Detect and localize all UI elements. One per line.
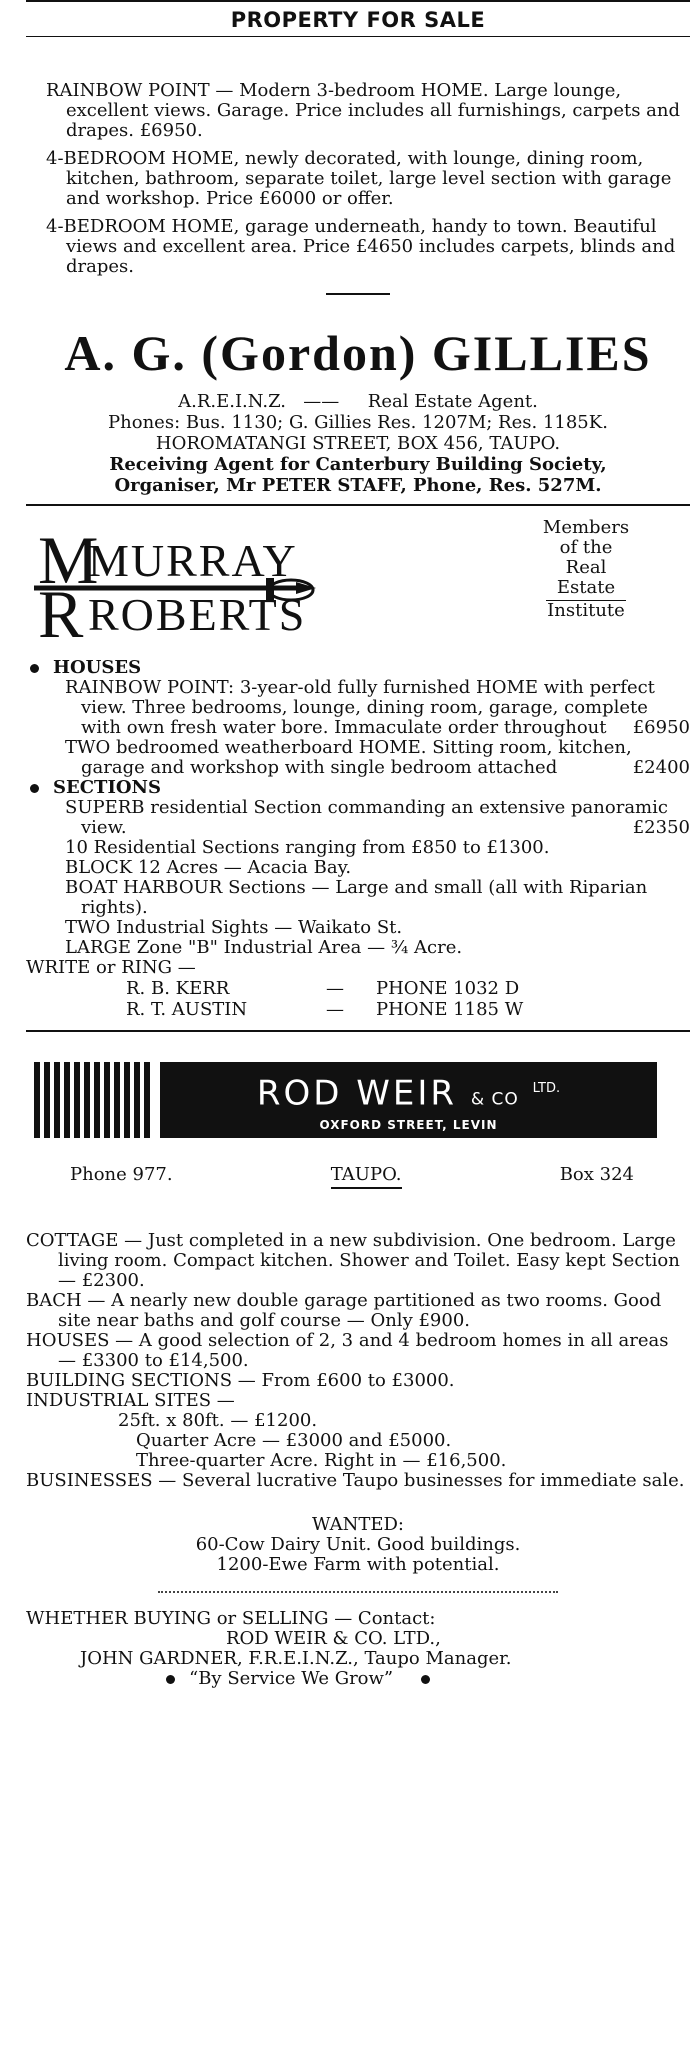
section-heading: PROPERTY FOR SALE (230, 8, 486, 32)
listing: 4-BEDROOM HOME, garage underneath, handy to town. Beautiful views and excellent area. Price £4650 includes carpets, blinds and drapes. (46, 216, 676, 277)
members-line: Institute (547, 600, 625, 621)
bullet-icon (166, 1675, 175, 1684)
contact-dash: — (326, 978, 344, 999)
industrial-site: 25ft. x 80ft. — £1200. (118, 1410, 318, 1431)
contact-phone: PHONE 1032 D (376, 978, 520, 999)
members-line: Members (542, 517, 630, 538)
agent-credentials (26, 391, 690, 412)
wanted-title: WANTED: (312, 1514, 404, 1535)
agent-name: A. G. (Gordon) GILLIES (64, 325, 652, 381)
rod-weir-contact-row (70, 1164, 634, 1189)
institute-members (526, 518, 646, 658)
listing-price: £2400 (632, 757, 690, 778)
listing: INDUSTRIAL SITES — (26, 1390, 235, 1411)
listing-text: RAINBOW POINT: 3-year-old fully furnished HOME with perfect view. Three bedrooms, lounge, dining room, garage, complete with own fresh water bore. Immaculate order throughout (65, 677, 655, 738)
write-ring: WRITE or RING — (26, 957, 196, 978)
members-line: Estate (556, 577, 616, 598)
listing-price: £6950 (632, 717, 690, 738)
listing: COTTAGE — Just completed in a new subdivision. One bedroom. Large living room. Compact kitchen. Shower and Toilet. Easy kept Section — £2300. (26, 1230, 680, 1291)
contact-grid (126, 978, 690, 1020)
town: TAUPO. (331, 1164, 402, 1189)
agent-organiser: Organiser, Mr PETER STAFF, Phone, Res. 527M. (114, 475, 602, 496)
company-name: ROD WEIR & CO $^{LTD.}$ (256, 1073, 561, 1114)
bullet-icon (30, 784, 39, 793)
wanted-item: 60-Cow Dairy Unit. Good buildings. (195, 1534, 521, 1555)
rod-weir-closing (26, 1609, 690, 1689)
members-line: Real (565, 557, 607, 578)
section-listing: BLOCK 12 Acres — Acacia Bay. (65, 857, 352, 878)
industrial-site: Quarter Acre — £3000 and £5000. (136, 1430, 452, 1451)
listing-text: SUPERB residential Section commanding an extensive panoramic view. (65, 797, 668, 838)
agent-role: Real Estate Agent. (367, 391, 538, 412)
section-listing: 10 Residential Sections ranging from £850 to £1300. (65, 837, 550, 858)
section-listing (26, 798, 690, 838)
listing: HOUSES — A good selection of 2, 3 and 4 bedroom homes in all areas — £3300 to £14,500. (26, 1330, 669, 1371)
listing-text: TWO bedroomed weatherboard HOME. Sitting room, kitchen, garage and workshop with single bedroom attached (65, 737, 632, 778)
heading-rule (26, 36, 690, 37)
agent-agency: Receiving Agent for Canterbury Building Society, (109, 454, 607, 475)
contact-name: R. B. KERR (126, 978, 230, 999)
listing-price: £2350 (632, 817, 690, 838)
phone: Phone 977. (70, 1164, 173, 1185)
stripes-logo (34, 1062, 150, 1138)
bullet-icon (30, 664, 39, 673)
rod-weir-banner (34, 1062, 690, 1138)
wanted-block (26, 1515, 690, 1575)
industrial-site: Three-quarter Acre. Right in — £16,500. (136, 1450, 507, 1471)
contact-phone: PHONE 1185 W (376, 999, 524, 1020)
section-listing: LARGE Zone "B" Industrial Area — ¾ Acre. (65, 937, 463, 958)
murray-roberts-logo (26, 518, 346, 652)
listing: 4-BEDROOM HOME, newly decorated, with lounge, dining room, kitchen, bathroom, separate toilet, large level section with garage and workshop. Price £6000 or offer. (46, 148, 672, 209)
slogan-row (26, 1669, 690, 1689)
sections-heading: SECTIONS (30, 778, 690, 798)
agent-address: HOROMATANGI STREET, BOX 456, TAUPO. (155, 433, 561, 454)
listing: BUSINESSES — Several lucrative Taupo businesses for immediate sale. (26, 1470, 685, 1491)
contact-name: R. T. AUSTIN (126, 999, 248, 1020)
listing: RAINBOW POINT — Modern 3-bedroom HOME. Large lounge, excellent views. Garage. Price includes all furnishings, carpets and drapes. £6950. (46, 80, 681, 141)
slogan: “By Service We Grow” (189, 1668, 394, 1689)
advertisement-page (26, 0, 690, 1689)
murray-roberts-header (26, 518, 690, 658)
house-listing (26, 738, 690, 778)
company-address: OXFORD STREET, LEVIN (319, 1118, 498, 1133)
contact-dash: — (326, 999, 344, 1020)
divider (26, 1030, 690, 1032)
rod-weir-listings (26, 1231, 690, 1491)
houses-heading: HOUSES (30, 658, 690, 678)
contact-company: ROD WEIR & CO. LTD., (226, 1628, 441, 1649)
logo-letter-r: R (38, 576, 84, 652)
wanted-item: 1200-Ewe Farm with potential. (216, 1554, 500, 1575)
bullet-icon (421, 1675, 430, 1684)
dash: —— (303, 391, 340, 412)
short-divider (326, 293, 390, 295)
section-listing: BOAT HARBOUR Sections — Large and small (all with Riparian rights). (65, 877, 648, 918)
listing: BACH — A nearly new double garage partitioned as two rooms. Good site near baths and golf course — Only £900. (26, 1290, 662, 1331)
divider (26, 504, 690, 506)
logo-letter-m: M (38, 522, 99, 598)
listing: BUILDING SECTIONS — From £600 to £3000. (26, 1370, 455, 1391)
section-listing: TWO Industrial Sights — Waikato St. (65, 917, 403, 938)
contact-line: WHETHER BUYING or SELLING — Contact: (26, 1608, 436, 1629)
dotted-divider (158, 1591, 558, 1593)
logo-line2: ROBERTS (88, 589, 307, 640)
box: Box 324 (559, 1164, 634, 1185)
rod-weir-nameplate (160, 1062, 657, 1138)
manager: JOHN GARDNER, F.R.E.I.N.Z., Taupo Manager. (80, 1648, 512, 1669)
logo-line1: MURRAY (88, 535, 298, 586)
house-listing (26, 678, 690, 738)
murray-roberts-listings (26, 658, 690, 1020)
agent-phones: Phones: Bus. 1130; G. Gillies Res. 1207M; Res. 1185K. (108, 412, 608, 433)
qualification: A.R.E.I.N.Z. (178, 391, 287, 412)
gillies-listings (26, 81, 690, 277)
members-line: of the (559, 537, 613, 558)
